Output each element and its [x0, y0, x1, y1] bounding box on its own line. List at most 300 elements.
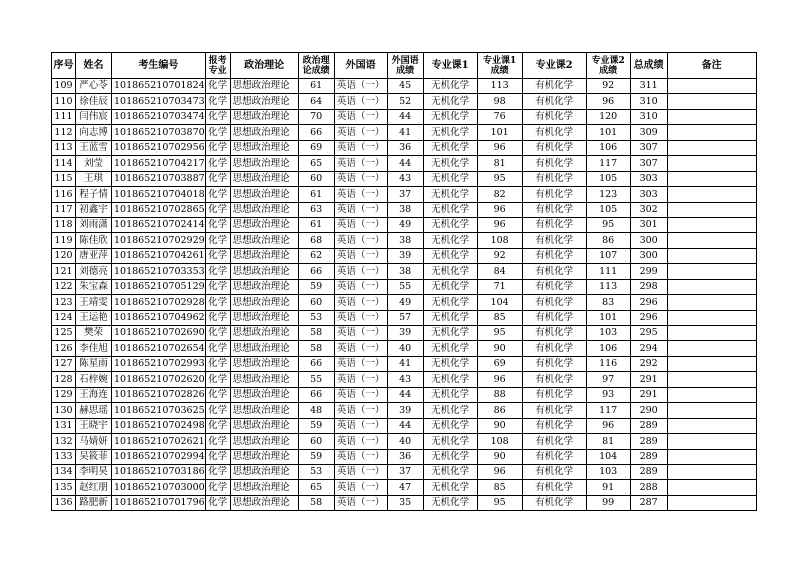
total-cell: 296 [630, 295, 667, 310]
name-cell: 路肥新 [76, 495, 112, 510]
note-cell [667, 125, 756, 140]
note-cell [667, 264, 756, 279]
course1-cell: 无机化学 [423, 480, 477, 495]
score-sheet [51, 52, 757, 511]
course2-score-cell: 105 [586, 171, 630, 186]
politics-cell: 思想政治理论 [230, 341, 298, 356]
foreign-language-cell: 英语（一） [334, 310, 387, 325]
course2-cell: 有机化学 [522, 434, 586, 449]
exam-no-cell: 101865210703474 [112, 109, 206, 124]
header-name: 姓名 [76, 53, 112, 79]
table-row [52, 171, 757, 186]
foreign-score-cell: 44 [387, 418, 423, 433]
exam-no-cell: 101865210703887 [112, 171, 206, 186]
note-cell [667, 156, 756, 171]
foreign-language-cell: 英语（一） [334, 140, 387, 155]
foreign-score-cell: 36 [387, 449, 423, 464]
course1-cell: 无机化学 [423, 264, 477, 279]
course2-cell: 有机化学 [522, 356, 586, 371]
note-cell [667, 434, 756, 449]
note-cell [667, 187, 756, 202]
politics-score-cell: 55 [298, 372, 334, 387]
course2-score-cell: 111 [586, 264, 630, 279]
course1-score-cell: 96 [477, 140, 522, 155]
foreign-score-cell: 35 [387, 495, 423, 510]
politics-score-cell: 60 [298, 434, 334, 449]
foreign-language-cell: 英语（一） [334, 449, 387, 464]
major-cell: 化学 [205, 279, 230, 294]
politics-cell: 思想政治理论 [230, 310, 298, 325]
course2-cell: 有机化学 [522, 94, 586, 109]
total-cell: 289 [630, 449, 667, 464]
course2-cell: 有机化学 [522, 279, 586, 294]
name-cell: 王晓宇 [76, 418, 112, 433]
header-politics: 政治理论 [230, 53, 298, 79]
exam-no-cell: 101865210703870 [112, 125, 206, 140]
politics-cell: 思想政治理论 [230, 464, 298, 479]
foreign-score-cell: 39 [387, 326, 423, 341]
total-cell: 292 [630, 356, 667, 371]
course2-cell: 有机化学 [522, 464, 586, 479]
table-row [52, 341, 757, 356]
seq-cell: 116 [52, 187, 76, 202]
course1-cell: 无机化学 [423, 495, 477, 510]
course1-score-cell: 113 [477, 79, 522, 94]
table-row [52, 434, 757, 449]
table-row [52, 125, 757, 140]
exam-no-cell: 101865210704962 [112, 310, 206, 325]
course2-cell: 有机化学 [522, 140, 586, 155]
header-exam-no: 考生编号 [112, 53, 206, 79]
foreign-language-cell: 英语（一） [334, 480, 387, 495]
major-cell: 化学 [205, 403, 230, 418]
seq-cell: 112 [52, 125, 76, 140]
foreign-language-cell: 英语（一） [334, 233, 387, 248]
note-cell [667, 202, 756, 217]
course1-cell: 无机化学 [423, 202, 477, 217]
course1-cell: 无机化学 [423, 248, 477, 263]
course1-score-cell: 90 [477, 341, 522, 356]
major-cell: 化学 [205, 79, 230, 94]
name-cell: 刘莹 [76, 156, 112, 171]
major-cell: 化学 [205, 495, 230, 510]
politics-score-cell: 65 [298, 156, 334, 171]
foreign-language-cell: 英语（一） [334, 403, 387, 418]
course2-cell: 有机化学 [522, 217, 586, 232]
course2-score-cell: 101 [586, 310, 630, 325]
exam-no-cell: 101865210703473 [112, 94, 206, 109]
seq-cell: 130 [52, 403, 76, 418]
course2-cell: 有机化学 [522, 79, 586, 94]
politics-cell: 思想政治理论 [230, 480, 298, 495]
table-row [52, 449, 757, 464]
course1-cell: 无机化学 [423, 356, 477, 371]
course2-cell: 有机化学 [522, 171, 586, 186]
foreign-score-cell: 55 [387, 279, 423, 294]
course2-cell: 有机化学 [522, 187, 586, 202]
politics-score-cell: 66 [298, 356, 334, 371]
politics-cell: 思想政治理论 [230, 495, 298, 510]
table-row [52, 310, 757, 325]
header-foreign-language: 外国语 [334, 53, 387, 79]
course2-cell: 有机化学 [522, 449, 586, 464]
course1-score-cell: 90 [477, 449, 522, 464]
foreign-score-cell: 40 [387, 341, 423, 356]
foreign-language-cell: 英语（一） [334, 248, 387, 263]
total-cell: 295 [630, 326, 667, 341]
table-row [52, 248, 757, 263]
course2-score-cell: 103 [586, 464, 630, 479]
seq-cell: 135 [52, 480, 76, 495]
header-course1-score: 专业课1 成绩 [477, 53, 522, 79]
politics-cell: 思想政治理论 [230, 372, 298, 387]
major-cell: 化学 [205, 341, 230, 356]
foreign-language-cell: 英语（一） [334, 217, 387, 232]
total-cell: 294 [630, 341, 667, 356]
exam-no-cell: 101865210702621 [112, 434, 206, 449]
name-cell: 王靖雯 [76, 295, 112, 310]
note-cell [667, 171, 756, 186]
note-cell [667, 217, 756, 232]
politics-score-cell: 53 [298, 310, 334, 325]
politics-score-cell: 58 [298, 326, 334, 341]
seq-cell: 122 [52, 279, 76, 294]
course2-score-cell: 116 [586, 356, 630, 371]
course2-cell: 有机化学 [522, 387, 586, 402]
politics-cell: 思想政治理论 [230, 156, 298, 171]
foreign-language-cell: 英语（一） [334, 295, 387, 310]
total-cell: 299 [630, 264, 667, 279]
course1-cell: 无机化学 [423, 94, 477, 109]
politics-cell: 思想政治理论 [230, 109, 298, 124]
course2-score-cell: 107 [586, 248, 630, 263]
politics-cell: 思想政治理论 [230, 248, 298, 263]
table-row [52, 109, 757, 124]
total-cell: 309 [630, 125, 667, 140]
total-cell: 289 [630, 434, 667, 449]
exam-no-cell: 101865210704018 [112, 187, 206, 202]
major-cell: 化学 [205, 295, 230, 310]
exam-no-cell: 101865210704217 [112, 156, 206, 171]
course2-score-cell: 95 [586, 217, 630, 232]
major-cell: 化学 [205, 94, 230, 109]
course2-score-cell: 113 [586, 279, 630, 294]
total-cell: 302 [630, 202, 667, 217]
exam-no-cell: 101865210702620 [112, 372, 206, 387]
foreign-language-cell: 英语（一） [334, 387, 387, 402]
foreign-score-cell: 49 [387, 295, 423, 310]
politics-cell: 思想政治理论 [230, 434, 298, 449]
politics-score-cell: 59 [298, 449, 334, 464]
politics-score-cell: 59 [298, 418, 334, 433]
note-cell [667, 418, 756, 433]
exam-no-cell: 101865210703000 [112, 480, 206, 495]
major-cell: 化学 [205, 372, 230, 387]
name-cell: 严心苓 [76, 79, 112, 94]
foreign-score-cell: 39 [387, 248, 423, 263]
name-cell: 马婧妍 [76, 434, 112, 449]
seq-cell: 128 [52, 372, 76, 387]
exam-no-cell: 101865210702993 [112, 356, 206, 371]
table-row [52, 356, 757, 371]
course2-score-cell: 120 [586, 109, 630, 124]
table-row [52, 418, 757, 433]
total-cell: 289 [630, 418, 667, 433]
politics-score-cell: 69 [298, 140, 334, 155]
note-cell [667, 310, 756, 325]
table-row [52, 480, 757, 495]
exam-no-cell: 101865210705129 [112, 279, 206, 294]
table-row [52, 233, 757, 248]
politics-score-cell: 66 [298, 387, 334, 402]
note-cell [667, 295, 756, 310]
foreign-score-cell: 38 [387, 202, 423, 217]
seq-cell: 109 [52, 79, 76, 94]
foreign-score-cell: 41 [387, 125, 423, 140]
note-cell [667, 109, 756, 124]
politics-score-cell: 60 [298, 295, 334, 310]
header-course1: 专业课1 [423, 53, 477, 79]
score-table [51, 52, 757, 511]
major-cell: 化学 [205, 217, 230, 232]
table-header [52, 53, 757, 79]
header-course2-score: 专业课2 成绩 [586, 53, 630, 79]
foreign-language-cell: 英语（一） [334, 418, 387, 433]
name-cell: 赫思瑶 [76, 403, 112, 418]
course1-score-cell: 84 [477, 264, 522, 279]
course2-cell: 有机化学 [522, 310, 586, 325]
table-row [52, 495, 757, 510]
name-cell: 程子情 [76, 187, 112, 202]
total-cell: 291 [630, 387, 667, 402]
table-row [52, 295, 757, 310]
name-cell: 闫伟宸 [76, 109, 112, 124]
course2-cell: 有机化学 [522, 202, 586, 217]
foreign-language-cell: 英语（一） [334, 434, 387, 449]
major-cell: 化学 [205, 248, 230, 263]
seq-cell: 117 [52, 202, 76, 217]
politics-score-cell: 64 [298, 94, 334, 109]
course2-cell: 有机化学 [522, 125, 586, 140]
note-cell [667, 495, 756, 510]
total-cell: 307 [630, 140, 667, 155]
course1-score-cell: 86 [477, 403, 522, 418]
name-cell: 朱宝森 [76, 279, 112, 294]
name-cell: 王海连 [76, 387, 112, 402]
politics-score-cell: 61 [298, 217, 334, 232]
course1-score-cell: 88 [477, 387, 522, 402]
total-cell: 291 [630, 372, 667, 387]
course2-cell: 有机化学 [522, 418, 586, 433]
course2-cell: 有机化学 [522, 326, 586, 341]
course2-score-cell: 123 [586, 187, 630, 202]
course1-score-cell: 96 [477, 464, 522, 479]
foreign-language-cell: 英语（一） [334, 171, 387, 186]
total-cell: 301 [630, 217, 667, 232]
table-row [52, 79, 757, 94]
course2-score-cell: 97 [586, 372, 630, 387]
note-cell [667, 449, 756, 464]
table-row [52, 94, 757, 109]
foreign-language-cell: 英语（一） [334, 356, 387, 371]
politics-cell: 思想政治理论 [230, 94, 298, 109]
course2-score-cell: 117 [586, 403, 630, 418]
exam-no-cell: 101865210702929 [112, 233, 206, 248]
seq-cell: 132 [52, 434, 76, 449]
politics-cell: 思想政治理论 [230, 295, 298, 310]
header-seq: 序号 [52, 53, 76, 79]
course1-score-cell: 108 [477, 233, 522, 248]
foreign-language-cell: 英语（一） [334, 326, 387, 341]
table-row [52, 279, 757, 294]
header-major: 报考 专业 [205, 53, 230, 79]
course1-cell: 无机化学 [423, 187, 477, 202]
politics-cell: 思想政治理论 [230, 202, 298, 217]
course2-cell: 有机化学 [522, 403, 586, 418]
name-cell: 赵红朋 [76, 480, 112, 495]
note-cell [667, 464, 756, 479]
course1-score-cell: 95 [477, 326, 522, 341]
politics-score-cell: 62 [298, 248, 334, 263]
total-cell: 303 [630, 171, 667, 186]
course1-score-cell: 108 [477, 434, 522, 449]
table-row [52, 140, 757, 155]
course2-score-cell: 83 [586, 295, 630, 310]
foreign-language-cell: 英语（一） [334, 202, 387, 217]
foreign-score-cell: 38 [387, 264, 423, 279]
note-cell [667, 233, 756, 248]
course1-score-cell: 82 [477, 187, 522, 202]
table-row [52, 387, 757, 402]
foreign-language-cell: 英语（一） [334, 187, 387, 202]
course1-score-cell: 98 [477, 94, 522, 109]
major-cell: 化学 [205, 434, 230, 449]
note-cell [667, 248, 756, 263]
foreign-language-cell: 英语（一） [334, 156, 387, 171]
seq-cell: 113 [52, 140, 76, 155]
major-cell: 化学 [205, 310, 230, 325]
course1-cell: 无机化学 [423, 125, 477, 140]
total-cell: 303 [630, 187, 667, 202]
politics-score-cell: 66 [298, 264, 334, 279]
seq-cell: 126 [52, 341, 76, 356]
note-cell [667, 279, 756, 294]
table-row [52, 464, 757, 479]
name-cell: 向志博 [76, 125, 112, 140]
course2-score-cell: 93 [586, 387, 630, 402]
course1-score-cell: 69 [477, 356, 522, 371]
course1-score-cell: 71 [477, 279, 522, 294]
foreign-language-cell: 英语（一） [334, 279, 387, 294]
seq-cell: 127 [52, 356, 76, 371]
politics-score-cell: 48 [298, 403, 334, 418]
seq-cell: 136 [52, 495, 76, 510]
header-foreign-score: 外国语 成绩 [387, 53, 423, 79]
exam-no-cell: 101865210702956 [112, 140, 206, 155]
politics-score-cell: 66 [298, 125, 334, 140]
politics-score-cell: 61 [298, 79, 334, 94]
seq-cell: 120 [52, 248, 76, 263]
major-cell: 化学 [205, 187, 230, 202]
politics-cell: 思想政治理论 [230, 187, 298, 202]
politics-cell: 思想政治理论 [230, 326, 298, 341]
foreign-language-cell: 英语（一） [334, 109, 387, 124]
major-cell: 化学 [205, 264, 230, 279]
major-cell: 化学 [205, 202, 230, 217]
name-cell: 初鑫宇 [76, 202, 112, 217]
politics-cell: 思想政治理论 [230, 387, 298, 402]
foreign-score-cell: 57 [387, 310, 423, 325]
name-cell: 李明昊 [76, 464, 112, 479]
course1-cell: 无机化学 [423, 171, 477, 186]
header-total: 总成绩 [630, 53, 667, 79]
seq-cell: 134 [52, 464, 76, 479]
exam-no-cell: 101865210701824 [112, 79, 206, 94]
seq-cell: 115 [52, 171, 76, 186]
foreign-score-cell: 38 [387, 233, 423, 248]
foreign-score-cell: 45 [387, 79, 423, 94]
course1-score-cell: 81 [477, 156, 522, 171]
foreign-language-cell: 英语（一） [334, 125, 387, 140]
major-cell: 化学 [205, 449, 230, 464]
name-cell: 陈星雨 [76, 356, 112, 371]
course1-score-cell: 76 [477, 109, 522, 124]
course1-cell: 无机化学 [423, 217, 477, 232]
course2-score-cell: 106 [586, 140, 630, 155]
politics-cell: 思想政治理论 [230, 79, 298, 94]
foreign-score-cell: 44 [387, 387, 423, 402]
seq-cell: 114 [52, 156, 76, 171]
foreign-score-cell: 43 [387, 171, 423, 186]
course2-cell: 有机化学 [522, 109, 586, 124]
name-cell: 刘德亮 [76, 264, 112, 279]
exam-no-cell: 101865210703353 [112, 264, 206, 279]
foreign-score-cell: 41 [387, 356, 423, 371]
note-cell [667, 94, 756, 109]
course2-cell: 有机化学 [522, 372, 586, 387]
exam-no-cell: 101865210702865 [112, 202, 206, 217]
total-cell: 290 [630, 403, 667, 418]
foreign-score-cell: 52 [387, 94, 423, 109]
course2-score-cell: 92 [586, 79, 630, 94]
course1-score-cell: 96 [477, 217, 522, 232]
major-cell: 化学 [205, 480, 230, 495]
politics-cell: 思想政治理论 [230, 356, 298, 371]
course2-score-cell: 81 [586, 434, 630, 449]
header-course2: 专业课2 [522, 53, 586, 79]
foreign-score-cell: 49 [387, 217, 423, 232]
course1-cell: 无机化学 [423, 341, 477, 356]
major-cell: 化学 [205, 464, 230, 479]
course1-score-cell: 85 [477, 310, 522, 325]
foreign-score-cell: 40 [387, 434, 423, 449]
exam-no-cell: 101865210702498 [112, 418, 206, 433]
exam-no-cell: 101865210702690 [112, 326, 206, 341]
seq-cell: 118 [52, 217, 76, 232]
total-cell: 298 [630, 279, 667, 294]
seq-cell: 119 [52, 233, 76, 248]
table-row [52, 217, 757, 232]
course2-score-cell: 91 [586, 480, 630, 495]
total-cell: 300 [630, 248, 667, 263]
course2-cell: 有机化学 [522, 156, 586, 171]
politics-score-cell: 61 [298, 187, 334, 202]
foreign-score-cell: 36 [387, 140, 423, 155]
course1-cell: 无机化学 [423, 418, 477, 433]
seq-cell: 110 [52, 94, 76, 109]
name-cell: 唐亚萍 [76, 248, 112, 263]
major-cell: 化学 [205, 140, 230, 155]
